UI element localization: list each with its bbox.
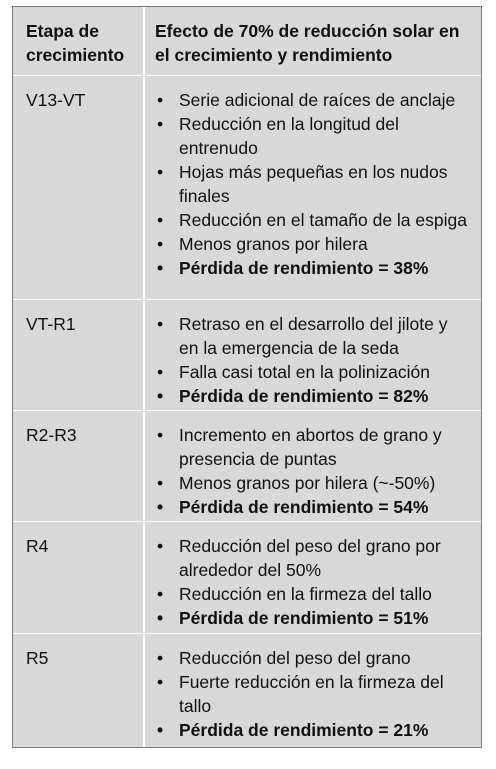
- table-row: [13, 300, 481, 411]
- table-row: [13, 634, 481, 747]
- effect-list: [155, 534, 471, 630]
- header-stage: Etapa de crecimiento: [13, 7, 145, 75]
- table-header-row: [13, 7, 481, 76]
- list-item: • Menos granos por hilera (~-50%): [157, 473, 436, 493]
- header-effect: Efecto de 70% de reducción solar en el crecimiento y rendimiento: [155, 21, 460, 65]
- bullet-icon: •: [157, 162, 164, 182]
- bullet-icon: •: [157, 425, 164, 445]
- list-item: • Falla casi total en la polinización: [157, 362, 430, 382]
- bullet-icon: •: [157, 648, 164, 668]
- growth-stage-table: [12, 6, 482, 748]
- bullet-icon: •: [157, 314, 164, 334]
- bullet-icon: •: [157, 210, 164, 230]
- list-item: • Reducción en la firmeza del tallo: [157, 584, 432, 604]
- yield-loss: • Pérdida de rendimiento = 51%: [157, 608, 429, 628]
- list-item: • Reducción en el tamaño de la espiga: [157, 210, 467, 230]
- yield-loss: • Pérdida de rendimiento = 38%: [157, 258, 429, 278]
- effect-list: [155, 646, 471, 742]
- bullet-icon: •: [157, 584, 164, 604]
- effect-cell: [145, 300, 481, 410]
- list-item: • Hojas más pequeñas en los nudos finales: [157, 162, 448, 206]
- table-row: [13, 411, 481, 522]
- stage-label: R2-R3: [13, 411, 145, 521]
- stage-label: R4: [13, 522, 145, 633]
- bullet-icon: •: [157, 90, 164, 110]
- bullet-icon: •: [157, 536, 164, 556]
- effect-list: [155, 312, 471, 408]
- effect-cell: [145, 634, 481, 747]
- list-item: • Fuerte reducción en la firmeza del tallo: [157, 672, 444, 716]
- list-item: • Incremento en abortos de grano y presencia de puntas: [157, 425, 442, 469]
- bullet-icon: •: [157, 720, 164, 740]
- list-item: • Reducción del peso del grano: [157, 648, 411, 668]
- bullet-icon: •: [157, 114, 164, 134]
- bullet-icon: •: [157, 234, 164, 254]
- effect-cell: [145, 522, 481, 633]
- list-item: • Reducción del peso del grano por alrededor del 50%: [157, 536, 441, 580]
- stage-label: R5: [13, 634, 145, 747]
- yield-loss: • Pérdida de rendimiento = 21%: [157, 720, 429, 740]
- stage-label: VT-R1: [13, 300, 145, 410]
- list-item: • Menos granos por hilera: [157, 234, 368, 254]
- bullet-icon: •: [157, 672, 164, 692]
- list-item: • Reducción en la longitud del entrenudo: [157, 114, 399, 158]
- table-row: [13, 76, 481, 300]
- bullet-icon: •: [157, 362, 164, 382]
- stage-label: V13-VT: [13, 76, 145, 299]
- effect-list: [155, 423, 471, 519]
- table-row: [13, 522, 481, 634]
- bullet-icon: •: [157, 497, 164, 517]
- bullet-icon: •: [157, 386, 164, 406]
- effect-list: [155, 88, 471, 280]
- effect-cell: [145, 76, 481, 299]
- list-item: • Retraso en el desarrollo del jilote y en la emergencia de la seda: [157, 314, 448, 358]
- effect-cell: [145, 411, 481, 521]
- bullet-icon: •: [157, 473, 164, 493]
- yield-loss: • Pérdida de rendimiento = 54%: [157, 497, 429, 517]
- list-item: • Serie adicional de raíces de anclaje: [157, 90, 456, 110]
- bullet-icon: •: [157, 608, 164, 628]
- yield-loss: • Pérdida de rendimiento = 82%: [157, 386, 429, 406]
- bullet-icon: •: [157, 258, 164, 278]
